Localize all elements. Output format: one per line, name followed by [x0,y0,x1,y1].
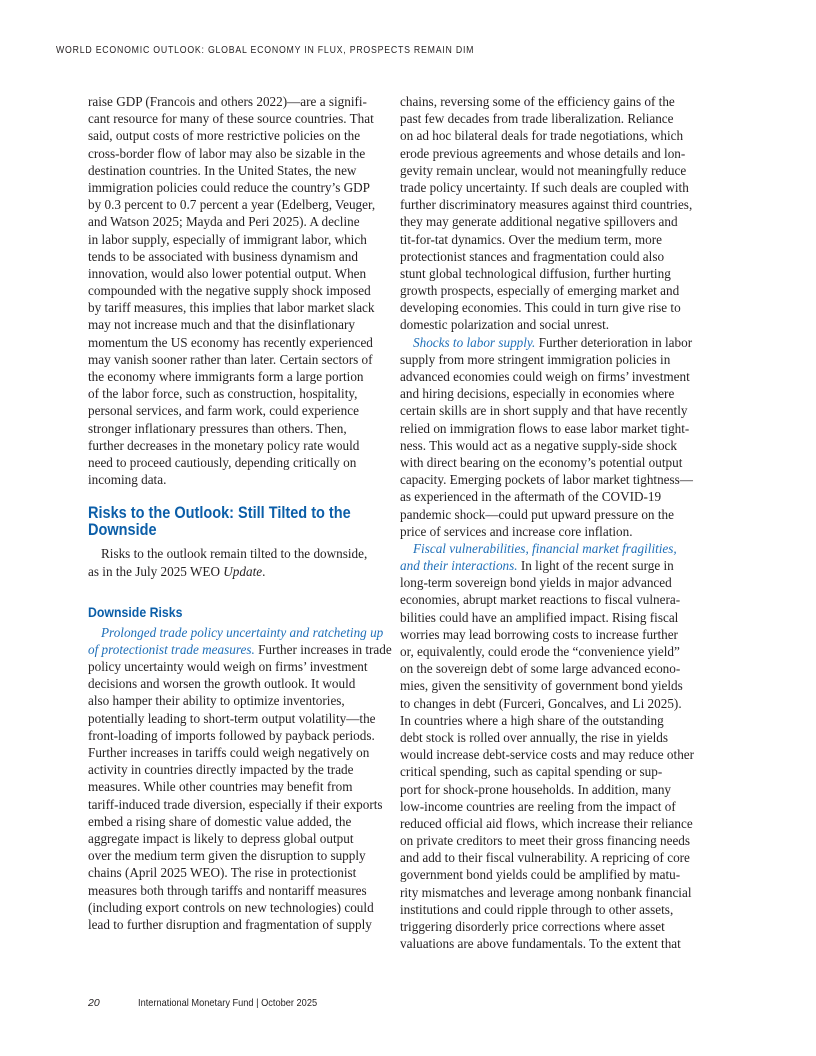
fiscal-line: valuations are above fundamentals. To the extent that [400,936,681,952]
paragraph-section-intro [88,545,386,579]
fiscal-line: bilities could have an amplified impact. Rising fiscal [400,609,679,625]
trade-cont-line: they may generate additional negative spillovers and [400,214,678,230]
left-column [88,93,392,933]
intro-line-1: Risks to the outlook remain tilted to the downside, [101,546,368,562]
fiscal-line: low-income countries are reeling from the impact of [400,798,676,814]
trade-line: over the medium term given the disruption to supply [88,848,366,864]
intro-line-2 [88,563,386,580]
fiscal-line: economies, abrupt market reactions to fiscal vulnera- [400,592,681,608]
trade-cont-line: growth prospects, especially of emerging market and [400,283,680,299]
immigration-line: and Watson 2025; Mayda and Peri 2025). A decline [88,214,360,230]
immigration-line: by tariff measures, this implies that labor market slack [88,300,375,316]
immigration-line: may vanish sooner rather than later. Certain sectors of [88,351,373,367]
labor-line: pandemic shock—could put upward pressure on the [400,506,674,522]
immigration-line: momentum the US economy has recently experienced [88,334,373,350]
immigration-line: immigration policies could reduce the country’s GDP [88,179,371,195]
subheading-downside-risks: Downside Risks [88,603,183,620]
trade-line: policy uncertainty would weigh on firms’ investment [88,659,368,675]
right-column [400,93,698,952]
fiscal-line: reduced official aid flows, which increase their reliance [400,815,693,831]
labor-line: relied on immigration flows to ease labor market tight- [400,420,690,436]
fiscal-line: on private creditors to meet their gross financing needs [400,833,691,849]
page-number: 20 [88,997,100,1009]
paragraph-immigration [88,93,386,488]
labor-lead-line [400,334,698,351]
trade-cont-line: gevity remain unclear, would not meaningfully reduce [400,162,687,178]
trade-cont-line: protectionist stances and fragmentation could also [400,248,665,264]
section-heading-line1: Risks to the Outlook: Still Tilted to the [88,504,351,523]
trade-line: decisions and worsen the growth outlook. It would [88,676,356,692]
trade-cont-line: chains, reversing some of the efficiency gains of the [400,94,675,109]
fiscal-line: debt stock is rolled over annually, the rise in yields [400,729,668,745]
fiscal-line: institutions and could ripple through to other assets, [400,901,674,917]
immigration-line: need to proceed cautiously, depending critically on [88,454,357,470]
fiscal-line: critical spending, such as capital spending or sup- [400,764,663,780]
labor-line: as experienced in the aftermath of the COVID-19 [400,489,662,505]
trade-line: activity in countries directly impacted by the trade [88,762,354,778]
fiscal-line: to changes in debt (Furceri, Goncalves, and Li 2025). [400,695,682,711]
trade-line: front-loading of imports followed by payback periods. [88,727,375,743]
fiscal-lead-line-1: Fiscal vulnerabilities, financial market fragilities, [413,540,677,556]
immigration-line: further decreases in the monetary policy rate would [88,437,360,453]
section-heading [88,505,350,538]
trade-cont-line: tit-for-tat dynamics. Over the medium term, more [400,231,662,247]
labor-line: with direct bearing on the economy’s potential output [400,454,683,470]
fiscal-line: worries may lead borrowing costs to increase further [400,626,678,642]
labor-line: and hiring decisions, especially in economies where [400,386,675,402]
immigration-line: cant resource for many of these source countries. That [88,111,374,127]
intro-period: . [262,563,266,579]
section-heading-line2: Downside [88,520,157,539]
labor-lead-italic: Shocks to labor supply. [413,334,536,350]
labor-lines [400,351,698,540]
fiscal-line: and add to their fiscal vulnerability. A repricing of core [400,850,690,866]
immigration-line: tends to be associated with business dynamism and [88,248,358,264]
trade-line: embed a rising share of domestic value added, the [88,813,352,829]
immigration-line: by 0.3 percent to 0.7 percent a year (Edelberg, Veuger, [88,197,376,213]
paragraph-labor-supply [400,334,698,540]
fiscal-line: government bond yields could be amplified by matu- [400,867,681,883]
immigration-line: stronger inflationary pressures than others. Then, [88,420,347,436]
labor-line: certain skills are in short supply and that have recently [400,403,688,419]
trade-line: aggregate impact is likely to depress global output [88,830,354,846]
trade-cont-line: stunt global technological diffusion, further hurting [400,265,671,281]
paragraph-trade-continued [400,93,698,334]
trade-cont-line: developing economies. This could in turn give rise to [400,300,681,316]
immigration-line: said, output costs of more restrictive policies on the [88,128,361,144]
trade-lines [88,658,386,933]
publication-info: International Monetary Fund | October 2025 [138,997,318,1009]
fiscal-lead-rest: In light of the recent surge in [517,558,674,574]
trade-cont-line: domestic polarization and social unrest. [400,317,610,333]
immigration-line: may not increase much and that the disinflationary [88,317,355,333]
trade-lead-line-2 [88,641,392,658]
immigration-line: the economy where immigrants form a large portion [88,369,364,384]
fiscal-line: port for shock-prone households. In addition, many [400,781,672,797]
labor-line: price of services and increase core inflation. [400,523,633,539]
paragraph-fiscal [400,540,698,953]
labor-line: supply from more stringent immigration policies in [400,351,671,367]
trade-line: (including export controls on new technologies) could [88,899,374,915]
immigration-line: cross-border flow of labor may also be sizable in the [88,145,366,161]
fiscal-line: on the sovereign debt of some large advanced econo- [400,661,681,677]
trade-cont-line: further discriminatory measures against third countries, [400,197,693,213]
trade-cont-line: past few decades from trade liberalization. Reliance [400,111,674,127]
update-italic: Update [223,563,263,579]
fiscal-line: In countries where a high share of the outstanding [400,712,664,728]
page-footer [88,997,342,1009]
trade-lead-rest: Further increases in trade [254,641,392,657]
trade-line: chains (April 2025 WEO). The rise in protectionist [88,865,357,881]
labor-line: ness. This would act as a negative supply-side shock [400,437,678,453]
labor-line: advanced economies could weigh on firms’ investment [400,369,690,384]
trade-line: tariff-induced trade diversion, especially if their exports [88,796,383,812]
immigration-line: raise GDP (Francois and others 2022)—are a signifi- [88,94,367,109]
intro-text: as in the July 2025 WEO [88,563,224,579]
trade-cont-line: on ad hoc bilateral deals for trade negotiations, which [400,128,684,144]
trade-lead-line-1: Prolonged trade policy uncertainty and ratcheting up [101,624,384,640]
trade-cont-line: trade policy uncertainty. If such deals are coupled with [400,179,689,195]
fiscal-line: or, equivalently, could erode the “convenience yield” [400,644,680,659]
labor-line: capacity. Emerging pockets of labor market tightness— [400,472,693,488]
trade-line: Further increases in tariffs could weigh negatively on [88,745,370,760]
immigration-line: personal services, and farm work, could experience [88,403,359,419]
fiscal-lines [400,574,698,952]
immigration-line: incoming data. [88,472,167,488]
fiscal-line: would increase debt-service costs and may reduce other [400,747,695,763]
fiscal-lead-line-2 [400,557,698,574]
trade-line: also hamper their ability to optimize inventories, [88,693,345,709]
trade-line: potentially leading to short-term output volatility—the [88,710,376,726]
immigration-line: in labor supply, especially of immigrant labor, which [88,231,367,247]
immigration-line: compounded with the negative supply shock imposed [88,283,371,299]
immigration-line: destination countries. In the United States, the new [88,162,357,178]
trade-lead-italic: of protectionist trade measures. [88,641,255,657]
trade-cont-line: erode previous agreements and whose details and lon- [400,145,686,161]
trade-line: measures. While other countries may benefit from [88,779,353,795]
trade-line: measures both through tariffs and nontariff measures [88,882,367,898]
fiscal-line: mies, given the sensitivity of government bond yields [400,678,683,694]
paragraph-trade-risks [88,624,392,933]
fiscal-line: rity mismatches and leverage among nonbank financial [400,884,692,900]
labor-lead-rest: Further deterioration in labor [535,334,693,350]
fiscal-line: triggering disorderly price corrections where asset [400,919,665,934]
trade-line: lead to further disruption and fragmentation of supply [88,916,372,932]
running-header: WORLD ECONOMIC OUTLOOK: GLOBAL ECONOMY IN FLUX, PROSPECTS REMAIN DIM [56,45,475,56]
immigration-line: innovation, would also lower potential output. When [88,265,367,281]
immigration-line: of the labor force, such as construction, hospitality, [88,386,358,402]
fiscal-line: long-term sovereign bond yields in major advanced [400,575,672,591]
fiscal-lead-italic: and their interactions. [400,558,518,574]
